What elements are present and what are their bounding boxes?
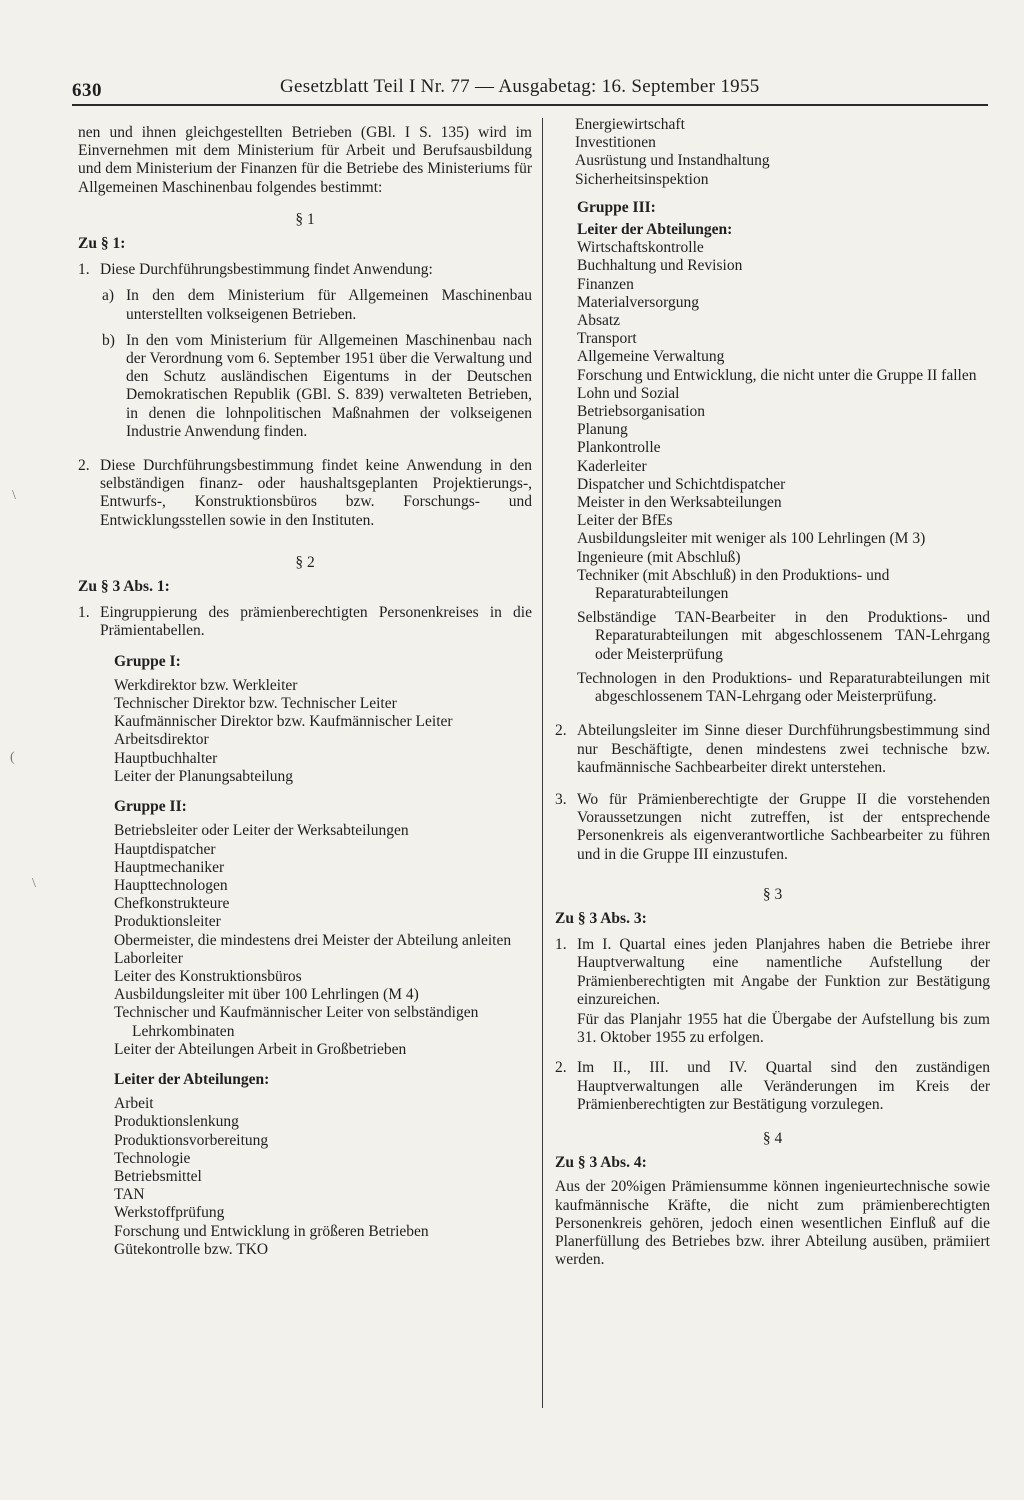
section-2-mark: § 2 bbox=[295, 553, 315, 571]
intro-paragraph: nen und ihnen gleichgestellten Betrieben (GBl. I S. 135) wird im Einvernehmen mit dem Ministerium für Arbeit und Berufsausbildung und dem Ministerium der Finanzen für die Betriebe des Ministeriums für Allgemeinen Maschinenbau folgendes bestimmt: bbox=[78, 124, 532, 196]
list-item: Finanzen bbox=[577, 275, 634, 293]
item-text: Diese Durchführungsbestimmung findet keine Anwendung in den selbständigen finanz- oder haushaltsgeplanten Projektierungs-, Entwurfs-, Konstruktionsbüros bzw. Forschungs- und Entwicklungsstellen sowie in den Instituten. bbox=[100, 457, 532, 529]
item-number: 3. bbox=[555, 790, 567, 808]
list-item: Arbeit bbox=[114, 1095, 154, 1113]
list-item: Energiewirtschaft bbox=[575, 116, 685, 133]
list-item: Sicherheitsinspektion bbox=[575, 170, 709, 188]
item-number: 1. bbox=[78, 604, 90, 622]
leiter-abteilungen-title: Leiter der Abteilungen: bbox=[114, 1070, 270, 1088]
list-item: Ingenieure (mit Abschluß) bbox=[577, 548, 741, 566]
item-text-group bbox=[577, 936, 990, 1047]
list-item: Hauptdispatcher bbox=[114, 840, 216, 858]
list-item: Betriebsmittel bbox=[114, 1167, 202, 1185]
tan-bearbeiter-paragraph: Selbständige TAN-Bearbeiter in den Produktions- und Reparaturabteilungen mit abgeschlossenem TAN-Lehrgang oder Meisterprüfung bbox=[577, 609, 990, 663]
list-item: Buchhaltung und Revision bbox=[577, 257, 743, 275]
s1-item-2 bbox=[78, 457, 532, 530]
list-item: TAN bbox=[114, 1186, 145, 1204]
header-rule bbox=[72, 104, 988, 106]
list-item: Lohn und Sozial bbox=[577, 384, 680, 402]
list-item: Technischer und Kaufmännischer Leiter von selbständigen Lehrkombinaten bbox=[114, 1004, 479, 1040]
s2-item-2 bbox=[555, 722, 990, 777]
s1-item-1 bbox=[78, 261, 532, 279]
list-item: Leiter der Abteilungen Arbeit in Großbetrieben bbox=[114, 1040, 407, 1058]
item-letter: b) bbox=[102, 331, 115, 349]
item-number: 2. bbox=[555, 1059, 567, 1077]
list-item: Produktionsleiter bbox=[114, 913, 221, 931]
item-text-continued: Für das Planjahr 1955 hat die Übergabe der Aufstellung bis zum 31. Oktober 1955 zu erfolgen. bbox=[577, 1010, 990, 1047]
item-text: Eingruppierung des prämienberechtigten Personenkreises in die Prämientabellen. bbox=[100, 604, 532, 640]
continued-list bbox=[575, 116, 990, 189]
item-text: Diese Durchführungsbestimmung findet Anwendung: bbox=[100, 261, 433, 279]
item-number: 1. bbox=[78, 261, 90, 279]
list-item: Produktionslenkung bbox=[114, 1113, 239, 1131]
leiter-abteilungen-list bbox=[114, 1095, 532, 1259]
list-item: Dispatcher und Schichtdispatcher bbox=[577, 475, 786, 493]
list-item: Ausbildungsleiter mit weniger als 100 Lehrlingen (M 3) bbox=[577, 530, 926, 548]
list-item: Forschung und Entwicklung in größeren Betrieben bbox=[114, 1222, 429, 1240]
list-item: Planung bbox=[577, 421, 628, 439]
gruppe-3-title: Gruppe III: bbox=[577, 198, 656, 216]
section-1-heading: Zu § 1: bbox=[78, 235, 126, 253]
item-text: Im II., III. und IV. Quartal sind den zuständigen Hauptverwaltungen alle Veränderungen im Kreis der Prämienberechtigten zur Bestätigung vorzulegen. bbox=[577, 1059, 990, 1113]
gruppe-2-list bbox=[114, 822, 532, 1059]
list-item: Produktionsvorbereitung bbox=[114, 1131, 269, 1149]
s2-item-3 bbox=[555, 791, 990, 864]
list-item: Haupttechnologen bbox=[114, 876, 228, 894]
list-item: Chefkonstrukteure bbox=[114, 895, 230, 913]
list-item: Leiter der Planungsabteilung bbox=[114, 767, 294, 785]
list-item: Obermeister, die mindestens drei Meister der Abteilung anleiten bbox=[114, 931, 512, 949]
gruppe-1-block bbox=[114, 653, 532, 786]
s3-item-1 bbox=[555, 936, 990, 1047]
section-3-mark: § 3 bbox=[762, 885, 783, 903]
list-item: Technologie bbox=[114, 1149, 191, 1167]
list-item: Wirtschaftskontrolle bbox=[577, 239, 704, 257]
gruppe-2-block bbox=[114, 798, 532, 1059]
list-item: Ausbildungsleiter mit über 100 Lehrlingen (M 4) bbox=[114, 986, 419, 1004]
gruppe-3-leiter-title: Leiter der Abteilungen: bbox=[577, 221, 733, 239]
list-item: Betriebsleiter oder Leiter der Werksabteilungen bbox=[114, 822, 409, 840]
item-number: 1. bbox=[555, 936, 567, 954]
list-item: Kaufmännischer Direktor bzw. Kaufmännischer Leiter bbox=[114, 713, 453, 731]
list-item: Gütekontrolle bzw. TKO bbox=[114, 1240, 269, 1258]
left-column bbox=[78, 124, 532, 1259]
s2-item-1 bbox=[78, 604, 532, 640]
gruppe-1-title: Gruppe I: bbox=[114, 652, 181, 670]
gazette-title: Gesetzblatt Teil I Nr. 77 — Ausgabetag: 16. September 1955 bbox=[280, 76, 760, 97]
s3-item-2 bbox=[555, 1059, 990, 1114]
list-item: Materialversorgung bbox=[577, 293, 699, 311]
gruppe-1-list bbox=[114, 677, 532, 786]
list-item: Laborleiter bbox=[114, 949, 183, 967]
item-number: 2. bbox=[78, 457, 90, 475]
list-item: Leiter des Konstruktionsbüros bbox=[114, 967, 302, 985]
item-text: Im I. Quartal eines jeden Planjahres haben die Betriebe ihrer Hauptverwaltung eine namentliche Aufstellung der Prämienberechtigten mit Angabe der Funktion zur Bestätigung einzureichen. bbox=[577, 936, 990, 1008]
list-item: Arbeitsdirektor bbox=[114, 731, 209, 749]
page-header bbox=[72, 76, 988, 104]
list-item: Ausrüstung und Instandhaltung bbox=[575, 152, 770, 170]
list-item: Hauptmechaniker bbox=[114, 858, 225, 876]
list-item: Technischer Direktor bzw. Technischer Leiter bbox=[114, 695, 397, 713]
item-text: Abteilungsleiter im Sinne dieser Durchführungsbestimmung sind nur Beschäftigte, denen mindestens zwei technische bzw. kaufmännische Sachbearbeiter direkt unterstehen. bbox=[577, 722, 990, 776]
gruppe-3-block bbox=[577, 199, 990, 706]
list-item: Plankontrolle bbox=[577, 439, 661, 457]
section-4-paragraph: Aus der 20%igen Prämiensumme können ingenieurtechnische sowie kaufmännische Kräfte, die nicht zum prämienberechtigten Personenkreis gehören, jedoch einen wesentlichen Einfluß auf die Planerfüllung des Betriebes bzw. ihrer Abteilung ausüben, prämiiert werden. bbox=[555, 1178, 990, 1269]
list-item: Leiter der BfEs bbox=[577, 512, 673, 530]
gruppe-2-title: Gruppe II: bbox=[114, 798, 187, 816]
item-text: In den dem Ministerium für Allgemeinen Maschinenbau unterstellten volkseigenen Betrieben. bbox=[126, 287, 532, 323]
section-3-heading: Zu § 3 Abs. 3: bbox=[555, 909, 647, 927]
scan-mark: ( bbox=[10, 750, 15, 765]
s1-item-1b bbox=[102, 332, 532, 441]
list-item: Hauptbuchhalter bbox=[114, 749, 218, 767]
list-item: Investitionen bbox=[575, 134, 656, 152]
list-item: Werkdirektor bzw. Werkleiter bbox=[114, 676, 298, 694]
item-text: In den vom Ministerium für Allgemeinen Maschinenbau nach der Verordnung vom 6. September 1951 über die Verwaltung und den Schutz ausländischen Eigentums in der Deutschen Demokratischen Republik (GBl. S. 839) verwalteten Betrieben, in denen die lohnpolitischen Maßnahmen der volkseigenen Industrie Anwendung finden. bbox=[126, 331, 532, 440]
item-letter: a) bbox=[102, 287, 115, 305]
column-divider bbox=[542, 118, 543, 1408]
technologen-paragraph: Technologen in den Produktions- und Reparaturabteilungen mit abgeschlossenem TAN-Lehrgang oder Meisterprüfung. bbox=[577, 669, 990, 706]
section-4-heading: Zu § 3 Abs. 4: bbox=[555, 1154, 647, 1172]
list-item: Transport bbox=[577, 330, 637, 348]
list-item: Betriebsorganisation bbox=[577, 403, 705, 421]
scan-mark: \ bbox=[12, 488, 16, 503]
right-column bbox=[555, 116, 990, 1269]
page-number: 630 bbox=[72, 80, 102, 101]
gruppe-3-list bbox=[577, 239, 990, 603]
section-4-mark: § 4 bbox=[762, 1129, 783, 1147]
scan-mark: \ bbox=[32, 876, 36, 891]
section-2-heading: Zu § 3 Abs. 1: bbox=[78, 578, 170, 596]
item-number: 2. bbox=[555, 722, 567, 740]
item-text: Wo für Prämienberechtigte der Gruppe II die vorstehenden Voraussetzungen nicht zutreffen, ist der entsprechende Personenkreis als eigenverantwortliche Sachbearbeiter zu führen und in die Gruppe III einzustufen. bbox=[577, 790, 990, 863]
list-item: Kaderleiter bbox=[577, 457, 647, 475]
leiter-abteilungen-block bbox=[114, 1071, 532, 1259]
list-item: Meister in den Werksabteilungen bbox=[577, 494, 782, 512]
s1-item-1a bbox=[102, 287, 532, 323]
list-item: Absatz bbox=[577, 312, 621, 330]
list-item: Techniker (mit Abschluß) in den Produktions- und Reparaturabteilungen bbox=[577, 566, 890, 603]
list-item: Werkstoffprüfung bbox=[114, 1204, 225, 1222]
section-1-mark: § 1 bbox=[295, 210, 315, 228]
list-item: Allgemeine Verwaltung bbox=[577, 348, 725, 366]
list-item: Forschung und Entwicklung, die nicht unter die Gruppe II fallen bbox=[577, 366, 977, 384]
